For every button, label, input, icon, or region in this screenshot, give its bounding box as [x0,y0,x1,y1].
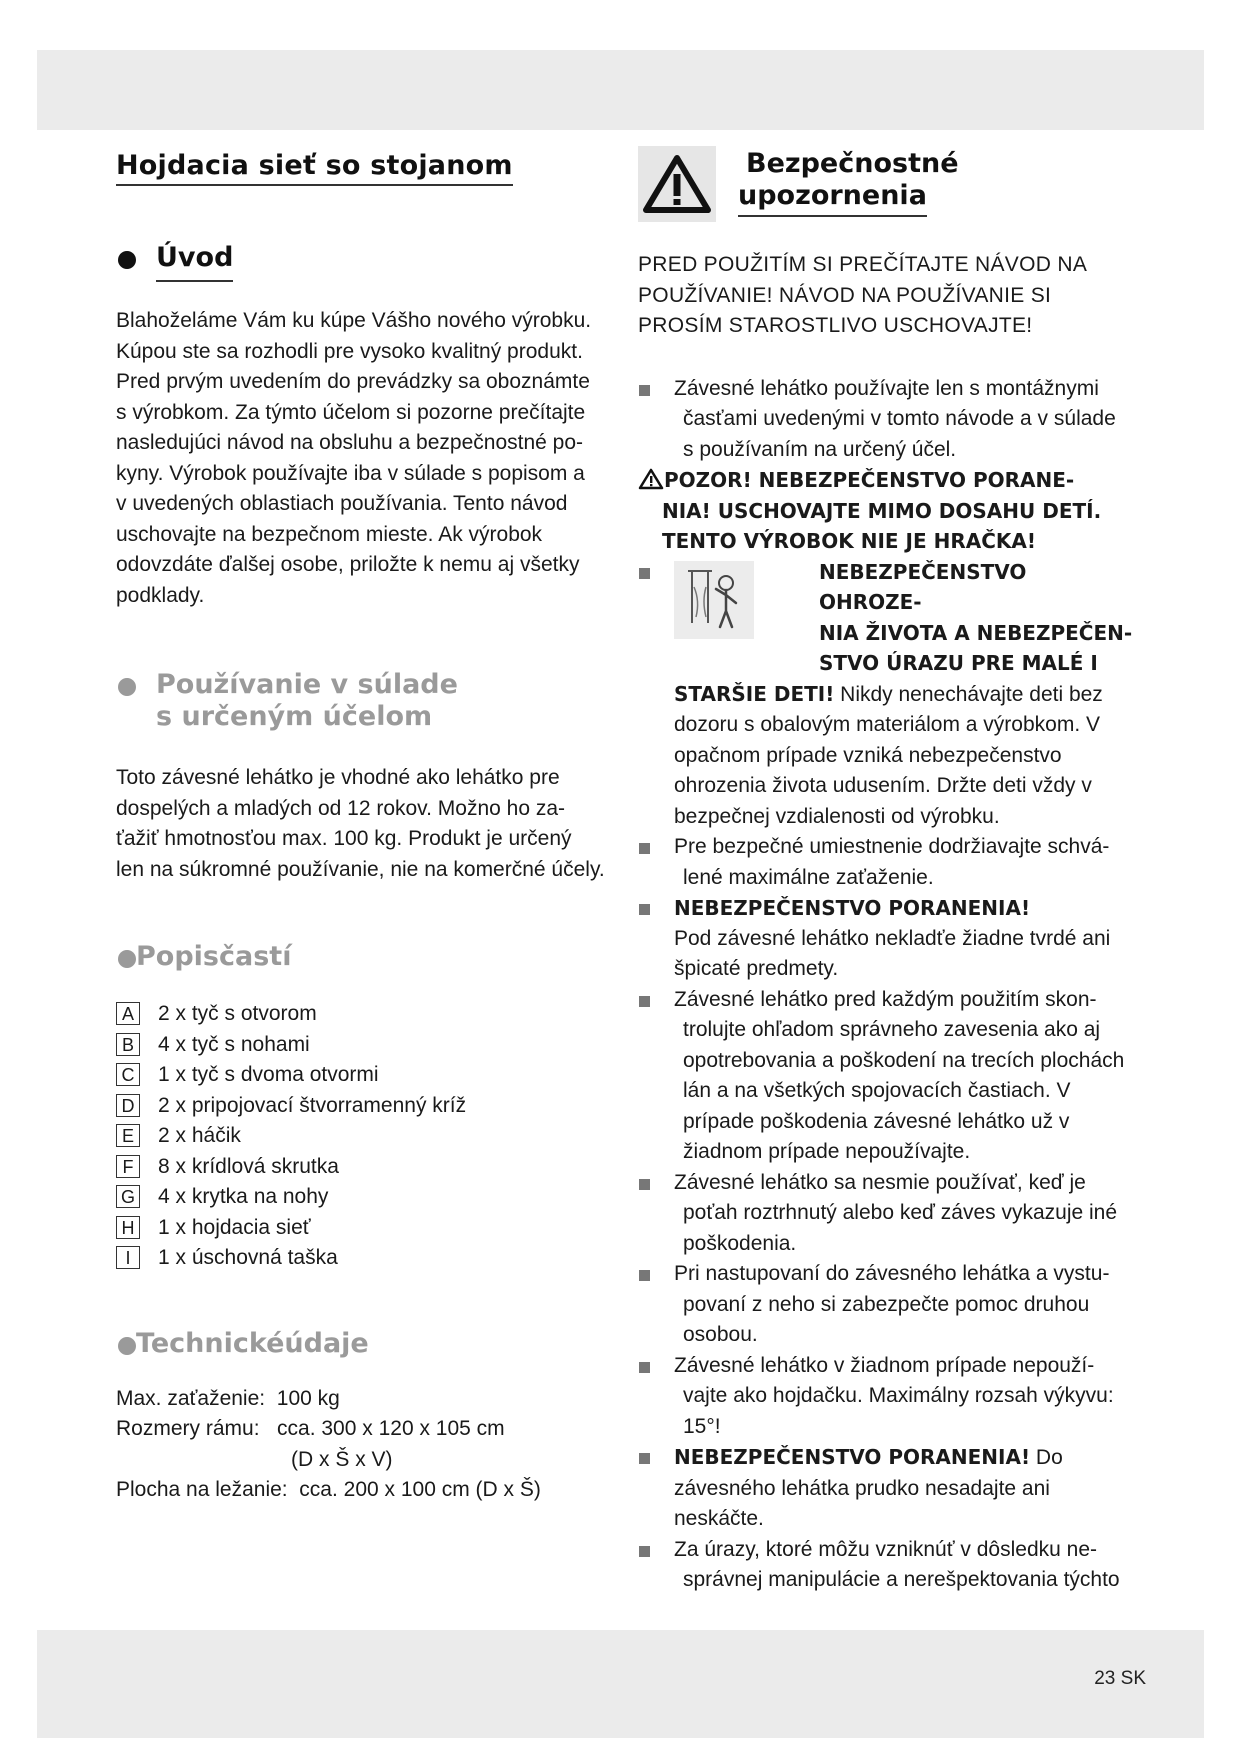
text-line: správnej manipulácie a nerešpektovania týchto [683,1568,1120,1591]
safety-heading: Bezpečnostné upozornenia [738,148,959,217]
tech-heading: Technickéúdaje [116,1328,369,1360]
text-line: kyny. Výrobok používajte iba v súlade s popisom a [116,461,585,485]
text-line: NIA ŽIVOTA A NEBEZPEČEN- [819,620,1133,645]
text-line: ťažiť hmotnosťou max. 100 kg. Produkt je určený [116,827,572,850]
square-bullet-icon [639,1179,650,1190]
text-line: s používaním na určený účel. [683,437,957,461]
intro-paragraph [116,306,612,611]
parts-list-item [116,1243,612,1274]
text-line: časťami uvedenými v tomto návode a v súlade [683,407,1116,430]
part-description: 2 x háčik [158,1124,241,1147]
text-line: PRED POUŽITÍM SI PREČÍTAJTE NÁVOD NA [638,253,1088,276]
text-line: Pred prvým uvedením do prevádzky sa oboznámte [116,370,590,393]
part-description: 1 x tyč s dvoma otvormi [158,1063,379,1086]
bullet-dot-icon [118,251,136,269]
parts-list-item [116,1030,612,1061]
text-line: nasledujúci návod na obsluhu a bezpečnostné po- [116,431,584,454]
safety-item [638,1259,1134,1351]
square-bullet-icon [639,904,650,915]
right-column [638,142,1134,1596]
usage-paragraph [116,763,612,885]
text-line: závesného lehátka prudko nesadajte ani [674,1476,1050,1500]
text-line: podklady. [116,583,205,607]
text-line: žiadnom prípade nepoužívajte. [683,1140,971,1163]
safety-item [638,374,1134,466]
text-line: prípade poškodenia závesné lehátko už v [683,1109,1070,1133]
part-letter-label: E [116,1124,140,1147]
text-line: Pre bezpečné umiestnenie dodržiavajte schvá- [674,835,1110,858]
text-line: Kúpou ste sa rozhodli pre vysoko kvalitný produkt. [116,339,583,363]
text-line: Pri nastupovaní do závesného lehátka a vystu- [674,1262,1110,1285]
part-letter-label: B [116,1033,140,1056]
footer-band [37,1630,1204,1738]
square-bullet-icon [639,1270,650,1281]
part-letter-label: D [116,1094,140,1117]
square-bullet-icon [639,1453,650,1464]
tech-row: Max. zaťaženie: 100 kg [116,1386,340,1410]
square-bullet-icon [639,1362,650,1373]
text-line: trolujte ohľadom správneho zavesenia ako aj [683,1018,1101,1041]
parts-list-item [116,999,612,1030]
text-line: Za úrazy, ktoré môžu vzniknúť v dôsledku ne- [674,1537,1098,1561]
document-title: Hojdacia sieť so stojanom [116,150,513,186]
header-band [37,50,1204,130]
child-danger-icon [674,561,754,639]
safety-item-children: NEBEZPEČENSTVO OHROZE- NIA ŽIVOTA A NEBEZPEČEN- STVO ÚRAZU PRE MALÉ I STARŠIE DETI! Nikdy nenechávajte deti bez dozoru s obalovým materiálom a výrobkom. V opačnom prípade vzniká nebezpečenstvo ohrozenia života udusením. Držte deti vždy v bezpečnej vzdialenosti od výrobku. [638,557,1134,833]
parts-list [116,999,612,1274]
text-line: Závesné lehátko sa nesmie používať, keď je [674,1170,1086,1194]
parts-list-item [116,1152,612,1183]
tech-data [116,1384,612,1506]
part-description: 2 x pripojovací štvorramenný kríž [158,1093,467,1117]
text-line: POZOR! NEBEZPEČENSTVO PORANE- [664,468,1075,492]
part-description: 1 x hojdacia sieť [158,1215,311,1239]
part-letter-label: C [116,1063,140,1086]
text-line: Blahoželáme Vám ku kúpe Vášho nového výrobku. [116,309,592,332]
text-line: s výrobkom. Za týmto účelom si pozorne prečítajte [116,400,586,424]
text-line: TENTO VÝROBOK NIE JE HRAČKA! [662,529,1036,553]
text-line: dospelých a mladých od 12 rokov. Možno ho za- [116,796,566,820]
text-line: osobou. [683,1323,758,1346]
safety-item [638,1168,1134,1260]
text-line: poťah roztrhnutý alebo keď záves vykazuje iné [683,1201,1118,1224]
text-line: STVO ÚRAZU PRE MALÉ I [819,651,1098,675]
text-line: uschovajte na bezpečnom mieste. Ak výrobok [116,522,543,546]
bullet-dot-icon [118,1337,136,1355]
square-bullet-icon [639,385,650,396]
part-letter-label: G [116,1185,140,1208]
warning-note [638,465,1134,557]
left-column [116,142,612,1506]
parts-list-item [116,1182,612,1213]
part-description: 8 x krídlová skrutka [158,1154,339,1178]
text-line: dozoru s obalovým materiálom a výrobkom. V [674,713,1100,736]
square-bullet-icon [639,996,650,1007]
parts-list-item [116,1091,612,1122]
intro-heading: Úvod [116,242,233,282]
text-line: NIA! USCHOVAJTE MIMO DOSAHU DETÍ. [662,498,1102,523]
tech-row: Plocha na ležanie: cca. 200 x 100 cm (D x Š) [116,1478,541,1501]
text-line: opotrebovania a poškodení na trecích plochách [683,1048,1125,1072]
text-line: Pod závesné lehátko nekladťe žiadne tvrdé ani [674,926,1111,950]
text-line: Závesné lehátko v žiadnom prípade nepouží- [674,1353,1095,1377]
text-line: Toto závesné lehátko je vhodné ako lehátko pre [116,766,560,789]
text-line: len na súkromné používanie, nie na komerčné účely. [116,857,605,881]
bullet-dot-icon [118,678,136,696]
text-line: vajte ako hojdačku. Maximálny rozsah výkyvu: [683,1384,1114,1407]
safety-item [638,1351,1134,1443]
part-letter-label: I [116,1246,140,1269]
text-line: opačnom prípade vzniká nebezpečenstvo [674,743,1062,767]
text-line: špicaté predmety. [674,957,839,980]
safety-header [638,142,1134,232]
text-line: Závesné lehátko používajte len s montážnymi [674,376,1099,400]
warning-triangle-icon [638,468,664,499]
part-letter-label: H [116,1216,140,1239]
part-letter-label: A [116,1002,140,1025]
parts-heading: Popisčastí [116,941,291,973]
part-description: 2 x tyč s otvorom [158,1002,317,1025]
text-line: lán a na všetkých spojovacích častiach. V [683,1079,1071,1102]
safety-item [638,985,1134,1168]
text-line: poškodenia. [683,1231,797,1255]
bullet-dot-icon [118,950,136,968]
part-description: 4 x tyč s nohami [158,1032,310,1056]
text-line: neskáčte. [674,1507,764,1530]
text-line: lené maximálne zaťaženie. [683,865,934,889]
text-line: povaní z neho si zabezpečte pomoc druhou [683,1292,1090,1316]
tech-row: (D x Š x V) [116,1447,393,1471]
tech-row: Rozmery rámu: cca. 300 x 120 x 105 cm [116,1417,505,1440]
text-line: PROSÍM STAROSTLIVO USCHOVAJTE! [638,314,1033,337]
square-bullet-icon [639,568,650,579]
text-line: ohrozenia života udusením. Držte deti vždy v [674,774,1092,797]
parts-list-item [116,1213,612,1244]
text-line: NEBEZPEČENSTVO OHROZE- [819,559,1027,614]
text-line: Závesné lehátko pred každým použitím skon- [674,987,1097,1011]
read-instructions-notice [638,250,1134,342]
square-bullet-icon [639,1546,650,1557]
text-line: bezpečnej vzdialenosti od výrobku. [674,804,1000,828]
safety-item [638,832,1134,893]
warning-icon [638,146,716,222]
part-description: 4 x krytka na nohy [158,1185,329,1208]
parts-list-item [116,1121,612,1152]
parts-list-item [116,1060,612,1091]
safety-item: NEBEZPEČENSTVO PORANENIA! Do závesného lehátka prudko nesadajte ani neskáčte. [638,1442,1134,1535]
text-line: odovzdáte ďalšej osobe, priložte k nemu aj všetky [116,553,580,576]
part-letter-label: F [116,1155,140,1178]
safety-item: NEBEZPEČENSTVO PORANENIA! Pod závesné lehátko nekladťe žiadne tvrdé ani špicaté predmety. [638,893,1134,985]
usage-heading: Používanie v súlade s určeným účelom [116,669,458,733]
part-description: 1 x úschovná taška [158,1246,338,1269]
text-line: v uvedených oblastiach používania. Tento návod [116,492,568,515]
safety-item [638,1535,1134,1596]
square-bullet-icon [639,843,650,854]
text-line: POUŽÍVANIE! NÁVOD NA POUŽÍVANIE SI [638,283,1052,307]
page-number: 23 SK [1094,1668,1146,1689]
text-line: 15°! [683,1414,721,1438]
